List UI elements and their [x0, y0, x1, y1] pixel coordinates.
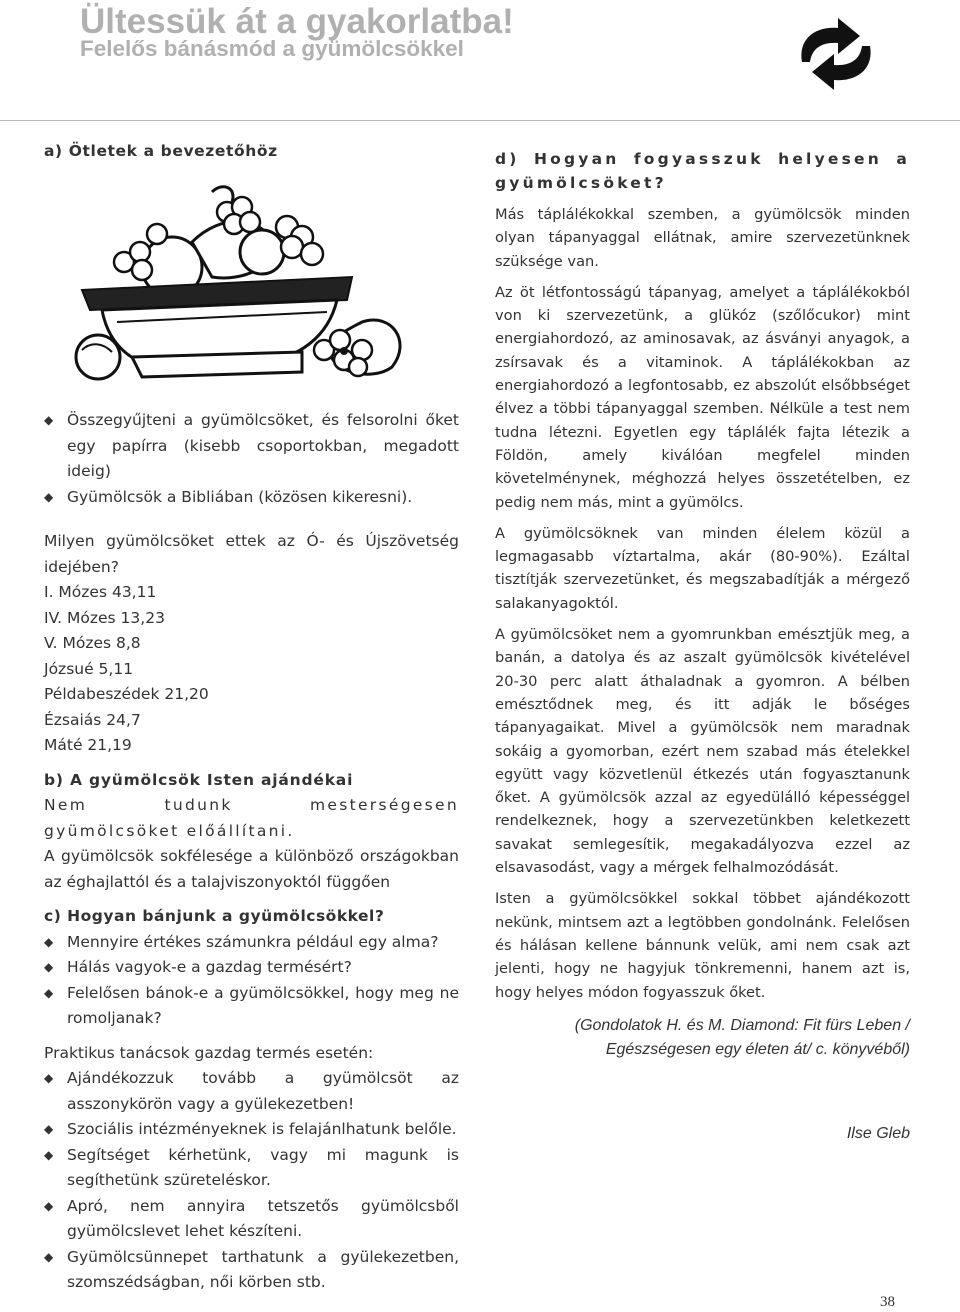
diamond-bullet-icon: ◆ — [44, 985, 54, 1000]
ref-item: Példabeszédek 21,20 — [44, 685, 209, 703]
bullets-tips — [44, 1066, 459, 1296]
right-column — [495, 147, 910, 1146]
paragraph: Az öt létfontosságú tápanyag, amelyet a táplálékokból von ki szervezetünk, a glükóz (szőlőcukor) mint energiahordozó, az aminosavak, az ásványi anyagok, a zsírsavak és a vitaminok. A táplálékokban az energiahordozó a legfontosabb, ez abszolút elsőbbséget élvez a többi tápanyaggal szemben. Nélküle a test nem tudna létezni. Egyetlen egy táplálék fajta létezik a Földön, amely kiválóan megfelel minden követelménynek, méghozzá helyes összetételben, ez pedig nem más, mint a gyümölcs. — [495, 283, 910, 511]
paragraph: A gyümölcsöket nem a gyomrunkban emésztjük meg, a banán, a datolya és az aszalt gyümölcsök kivételével 20-30 perc alatt áthaladnak a gyomron. A bélben emésztődnek meg, és itt adják le bőséges tápanyagaikat. Mivel a gyümölcsök nem maradnak sokáig a gyomorban, ezért nem szabad más ételekkel együtt vagy közvetlenül étkezés után fogyasztanunk őket. A gyümölcsök azzal az egyedülálló képességgel rendelkeznek, hogy a szervezetünkben keletkezett savakat semlegesítik, megakadályozva ezzel az elsavasodást, vagy a mérgek felhalmozódását. — [495, 626, 910, 877]
diamond-bullet-icon: ◆ — [44, 1071, 54, 1085]
list-item: ◆ Felelősen bánok-e a gyümölcsökkel, hogy meg ne romoljanak? — [44, 981, 459, 1032]
bullets-c — [44, 930, 459, 1032]
bullets-a — [44, 408, 459, 510]
section-d-heading: d) Hogyan fogyasszuk helyesen a gyümölcsöket? — [495, 150, 910, 192]
b-text-2: A gyümölcsök sokfélesége a különböző országokban az éghajlattól és a talajviszonyoktól függően — [44, 847, 459, 891]
ref-item: IV. Mózes 13,23 — [44, 608, 165, 627]
fruit-bowl-illustration — [62, 172, 432, 382]
citation — [495, 1014, 910, 1062]
list-item: ◆ Apró, nem annyira tetszetős gyümölcsből gyümölcslevet lehet készíteni. — [44, 1194, 459, 1245]
ref-item: V. Mózes 8,8 — [44, 634, 141, 652]
diamond-bullet-icon: ◆ — [44, 1249, 54, 1264]
author: Ilse Gleb — [846, 1124, 910, 1142]
ref-item: Ézsaiás 24,7 — [44, 710, 141, 729]
page-title: Ültessük át a gyakorlatba! — [80, 2, 514, 41]
ref-item: Józsué 5,11 — [44, 659, 134, 678]
list-item: ◆ Ajándékozzuk tovább a gyümölcsöt az asszonykörön vagy a gyülekezetben! — [44, 1066, 459, 1117]
ref-item: I. Mózes 43,11 — [44, 583, 157, 601]
recycle-arrows-icon — [788, 10, 884, 98]
diamond-bullet-icon: ◆ — [44, 413, 54, 427]
diamond-bullet-icon: ◆ — [44, 934, 54, 949]
citation-line-2: Egészségesen egy életen át/ c. könyvéből) — [605, 1040, 910, 1058]
question-text: Milyen gyümölcsöket ettek az Ó- és Újszövetség idejében? — [44, 532, 459, 576]
list-item: ◆ Összegyűjteni a gyümölcsöket, és felsorolni őket egy papírra (kisebb csoportokban, megadott ideig) — [44, 408, 459, 485]
list-item: ◆ Szociális intézményeknek is felajánlhatunk belőle. — [44, 1117, 459, 1143]
list-item: ◆ Gyümölcsünnepet tarthatunk a gyülekezetben, szomszédságban, női körben stb. — [44, 1245, 459, 1296]
paragraph: Más táplálékokkal szemben, a gyümölcsök minden olyan tápanyaggal ellátnak, amire szervezetünknek szüksége van. — [495, 206, 910, 270]
list-item: ◆ Mennyire értékes számunkra például egy alma? — [44, 930, 459, 956]
paragraph: A gyümölcsöknek van minden élelem közül a legmagasabb víztartalma, akár (80-90%). Ezáltal tisztítják szervezetünket, és megszabadítják a mérgező salakanyagoktól. — [495, 524, 910, 612]
bible-references — [44, 580, 459, 759]
citation-line-1: (Gondolatok H. és M. Diamond: Fit fürs Leben / — [574, 1016, 910, 1034]
diamond-bullet-icon: ◆ — [44, 1122, 54, 1136]
section-a-heading: a) Ötletek a bevezetőhöz — [44, 142, 278, 160]
page-header — [0, 0, 960, 121]
list-item: ◆ Hálás vagyok-e a gazdag termésért? — [44, 955, 459, 981]
diamond-bullet-icon: ◆ — [44, 1198, 54, 1213]
diamond-bullet-icon: ◆ — [44, 960, 54, 974]
list-item: ◆ Segítséget kérhetünk, vagy mi magunk is segíthetünk szüreteléskor. — [44, 1143, 459, 1194]
b-text-1: Nem tudunk mesterségesen gyümölcsöket előállítani. — [44, 796, 459, 840]
list-item: ◆ Gyümölcsök a Bibliában (közösen kikeresni). — [44, 485, 459, 511]
paragraph: Isten a gyümölcsökkel sokkal többet ajándékozott nekünk, mintsem azt a legtöbben gondolnánk. Felelősen és hálásan kellene bánnunk velük, ami nem csak azt jelenti, hogy ne hagyjuk tönkremenni, hanem azt is, hogy helyes módon fogyasszuk őket. — [495, 890, 910, 1001]
section-c-heading: c) Hogyan bánjunk a gyümölcsökkel? — [44, 907, 385, 925]
diamond-bullet-icon: ◆ — [44, 489, 54, 504]
left-column — [44, 138, 459, 1296]
ref-item: Máté 21,19 — [44, 736, 132, 754]
section-b-heading: b) A gyümölcsök Isten ajándékai — [44, 770, 354, 789]
tips-title: Praktikus tanácsok gazdag termés esetén: — [44, 1043, 374, 1062]
page-number: 38 — [880, 1294, 895, 1310]
diamond-bullet-icon: ◆ — [44, 1147, 54, 1162]
page-subtitle: Felelős bánásmód a gyümölcsökkel — [80, 36, 464, 61]
